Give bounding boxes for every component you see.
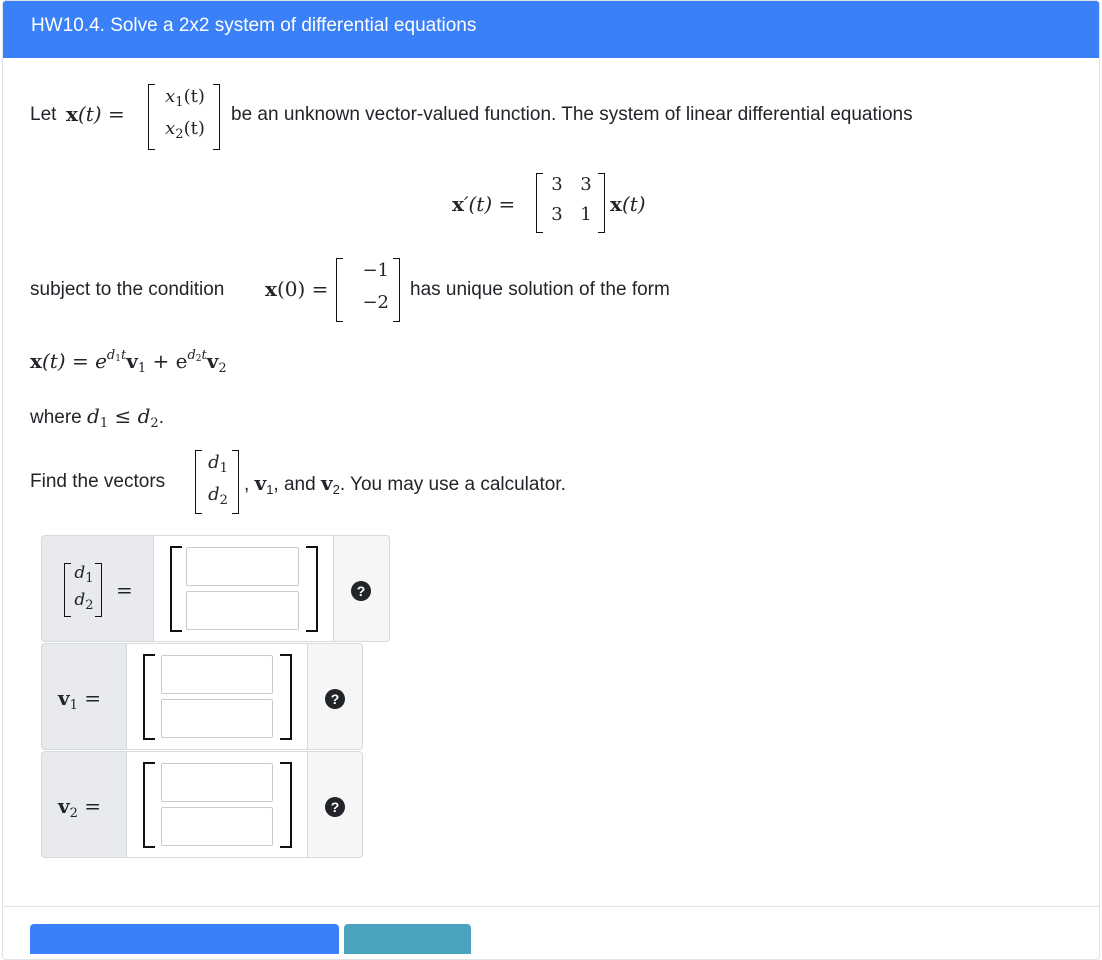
answer-label-v2: [41, 751, 126, 858]
right-bracket: [306, 546, 318, 632]
matrix-a21: 3: [551, 204, 563, 225]
answer-input-v2: [126, 751, 308, 858]
unknown-vector-matrix: [148, 84, 220, 150]
question-title: HW10.4. Solve a 2x2 system of differential equations: [3, 1, 1099, 58]
d-vector: [195, 450, 239, 514]
footer-divider: [3, 906, 1099, 907]
intro-let: Let: [30, 104, 57, 125]
v2-first-input[interactable]: [161, 763, 273, 802]
answer-group-d: [41, 535, 390, 642]
intro-x-t: x(t) =: [66, 102, 125, 126]
answer-input-d: [153, 535, 334, 642]
help-icon[interactable]: ?: [325, 689, 345, 709]
condition-before: subject to the condition: [30, 279, 225, 300]
initial-2: −2: [362, 292, 389, 313]
coefficient-matrix: [536, 173, 605, 233]
label-d1: $d_1$: [74, 563, 94, 586]
right-bracket: [280, 762, 292, 848]
matrix-a11: 3: [551, 174, 563, 195]
help-cell: [308, 751, 363, 858]
condition-after: has unique solution of the form: [410, 279, 670, 300]
secondary-button[interactable]: [344, 924, 471, 954]
x2-entry: $x_2(t)$: [165, 118, 205, 142]
answer-group-v1: [41, 643, 363, 750]
right-bracket: [280, 654, 292, 740]
help-icon[interactable]: ?: [325, 797, 345, 817]
solution-form: $x(t) = e^{d1t}v_1 + e^{d2t}v_2$: [30, 348, 227, 376]
system-lhs: x′(t) =: [452, 192, 516, 216]
help-cell: [334, 535, 390, 642]
d-label-vector: [64, 563, 102, 617]
condition-math: x(0) =: [265, 277, 329, 301]
help-cell: [308, 643, 363, 750]
find-d1: $d_1$: [208, 452, 228, 476]
label-v1: $v_1$ =: [58, 686, 102, 713]
find-d2: $d_2$: [208, 484, 228, 508]
primary-button[interactable]: [30, 924, 339, 954]
matrix-a22: 1: [580, 204, 592, 225]
where-line: where $d_1 \le d_2$.: [30, 404, 164, 431]
d1-input[interactable]: [186, 547, 299, 586]
v1-second-input[interactable]: [161, 699, 273, 738]
matrix-a12: 3: [580, 174, 592, 195]
v2-second-input[interactable]: [161, 807, 273, 846]
find-after: , $v_1$, and $v_2$. You may use a calculator.: [244, 471, 566, 497]
initial-vector: [336, 258, 400, 322]
answer-input-v1: [126, 643, 308, 750]
help-icon[interactable]: ?: [351, 581, 371, 601]
left-bracket: [143, 654, 155, 740]
left-bracket: [143, 762, 155, 848]
answer-group-v2: [41, 751, 363, 858]
system-rhs: x(t): [610, 192, 646, 216]
label-v2: $v_2$ =: [58, 794, 102, 821]
label-equals: =: [116, 578, 133, 602]
left-bracket: [170, 546, 182, 632]
v1-first-input[interactable]: [161, 655, 273, 694]
intro-after: be an unknown vector-valued function. The system of linear differential equations: [231, 104, 913, 125]
find-before: Find the vectors: [30, 471, 166, 492]
answer-label-v1: [41, 643, 126, 750]
initial-1: −1: [362, 260, 389, 281]
answer-label-d: [41, 535, 153, 642]
d2-input[interactable]: [186, 591, 299, 630]
x1-entry: $x_1(t)$: [165, 86, 205, 110]
label-d2: $d_2$: [74, 590, 94, 613]
